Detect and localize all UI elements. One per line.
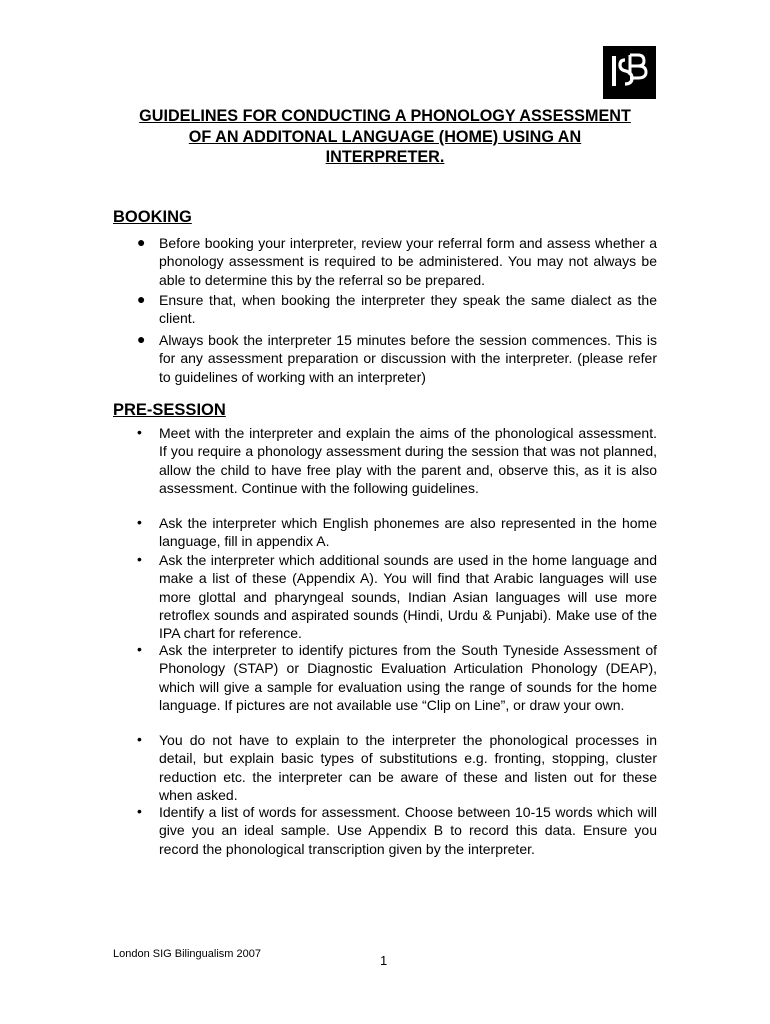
bullet-icon: ● — [137, 331, 146, 347]
list-item-text: Ask the interpreter which additional sounds are used in the home language and make a list of these (Appendix A). You will find that Arabic languages will use more glottal and pharyngeal sounds, Indian Asian languages will use more retroflex sounds and aspirated sounds (Hindi, Urdu & Punjabi). Make use of the IPA chart for reference. — [159, 552, 657, 642]
list-item-text: Before booking your interpreter, review your referral form and assess whether a phonology assessment is required to be administered. You may not always be able to determine this by the referral so be prepared. — [159, 235, 657, 288]
bullet-icon: ● — [137, 234, 146, 250]
booking-heading: BOOKING — [113, 208, 192, 226]
title-line-1: GUIDELINES FOR CONDUCTING A PHONOLOGY ASSESSMENT — [139, 107, 631, 125]
title-line-2: OF AN ADDITONAL LANGUAGE (HOME) USING AN — [188, 127, 582, 146]
bullet-icon: • — [137, 731, 142, 747]
list-item-text: Identify a list of words for assessment. Choose between 10-15 words which will give you an ideal sample. Use Appendix B to record this data. Ensure you record the phonological transcription given by the interpreter. — [159, 804, 657, 857]
footer-text: London SIG Bilingualism 2007 — [113, 948, 261, 960]
isb-logo-icon — [603, 46, 656, 99]
list-item-text: Meet with the interpreter and explain the aims of the phonological assessment. If you require a phonology assessment during the session that was not planned, allow the child to have free play with the parent and, observe this, as it is also assessment. Continue with the following guidelines. — [159, 425, 657, 496]
title-line-3: INTERPRETER. — [325, 148, 445, 166]
bullet-icon: • — [137, 424, 142, 440]
bullet-icon: • — [137, 641, 142, 657]
list-item-text: Ask the interpreter which English phonemes are also represented in the home language, fill in appendix A. — [159, 515, 657, 550]
list-item-text: Always book the interpreter 15 minutes before the session commences. This is for any assessment preparation or discussion with the interpreter. (please refer to guidelines of working with an interpreter) — [159, 332, 657, 385]
list-item-text: You do not have to explain to the interpreter the phonological processes in detail, but explain basic types of substitutions e.g. fronting, stopping, cluster reduction etc. the interpreter can be aware of these and listen out for these when asked. — [159, 732, 657, 803]
page-number: 1 — [380, 953, 388, 968]
presession-heading: PRE-SESSION — [113, 401, 226, 419]
list-item-text: Ensure that, when booking the interpreter they speak the same dialect as the client. — [159, 292, 657, 327]
bullet-icon: • — [137, 803, 142, 819]
bullet-icon: • — [137, 514, 142, 530]
bullet-icon: ● — [137, 291, 146, 307]
list-item-text: Ask the interpreter to identify pictures from the South Tyneside Assessment of Phonology (STAP) or Diagnostic Evaluation Articulation Phonology (DEAP), which will give a sample for evaluation using the range of sounds for the home language. If pictures are not available use “Clip on Line”, or draw your own. — [159, 642, 657, 713]
bullet-icon: • — [137, 551, 142, 567]
page-title — [100, 106, 670, 168]
